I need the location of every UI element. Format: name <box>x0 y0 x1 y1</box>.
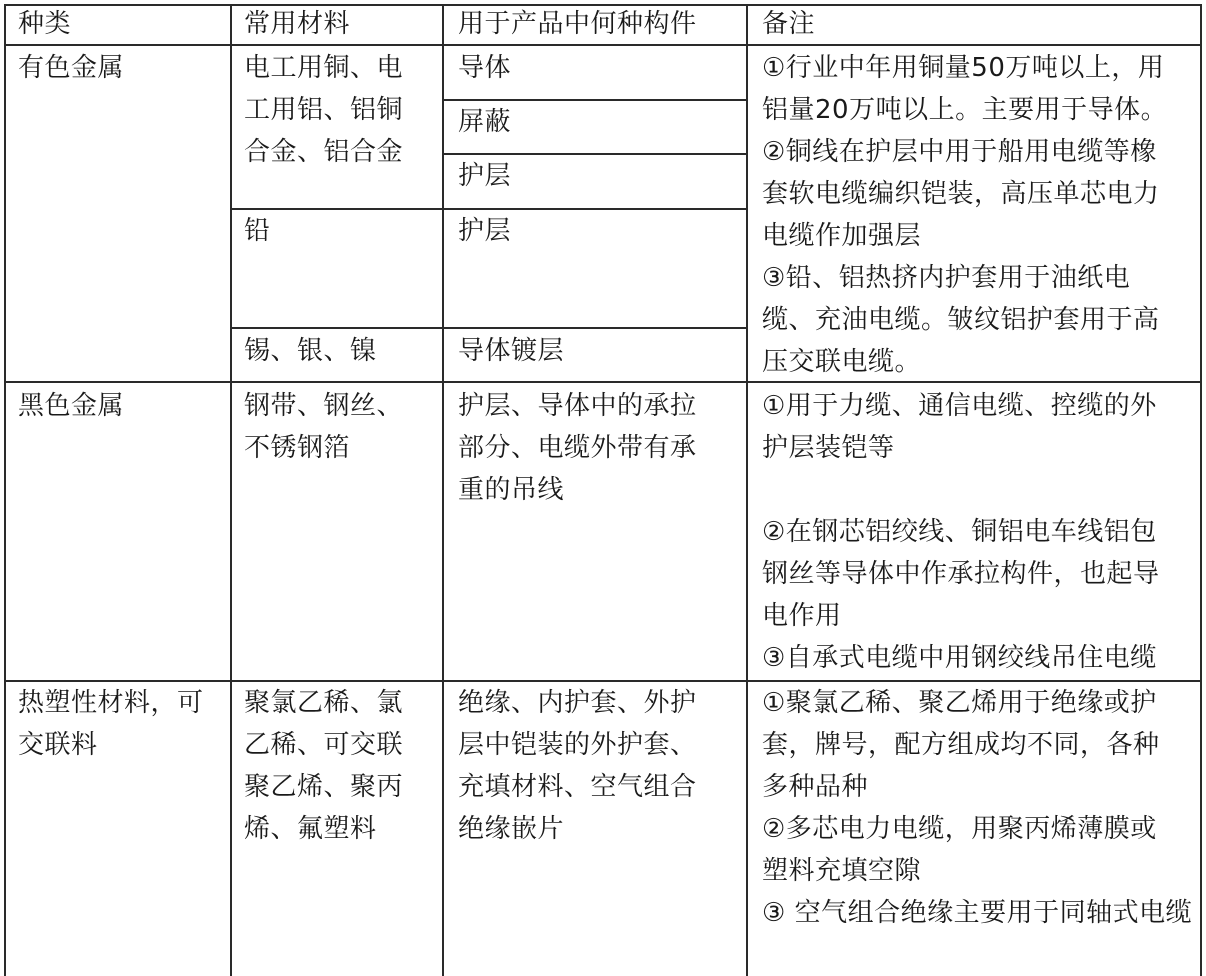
remark-line: ①用于力缆、通信电缆、控缆的外 <box>762 391 1157 421</box>
component-line: 部分、电缆外带有承 <box>458 433 697 463</box>
component-line: 绝缘嵌片 <box>458 814 565 844</box>
material-line: 合金、铝合金 <box>244 137 404 167</box>
material-line: 乙稀、可交联 <box>244 730 404 760</box>
component-line: 层中铠装的外护套、 <box>458 730 697 760</box>
column-divider <box>746 4 748 976</box>
category-nonferrous: 有色金属 <box>18 53 125 83</box>
remark-line: 电缆作加强层 <box>762 221 922 251</box>
remark-thermoplastic <box>762 682 1192 934</box>
column-divider <box>442 4 444 976</box>
category-thermoplastic <box>18 682 204 766</box>
material-plastics <box>244 682 403 850</box>
remark-line: 塑料充填空隙 <box>762 856 922 886</box>
material-line: 不锈钢箔 <box>244 433 351 463</box>
remark-line: ②铜线在护层中用于船用电缆等橡 <box>762 137 1157 167</box>
header-component: 用于产品中何种构件 <box>458 9 697 39</box>
component-sheath: 护层 <box>458 216 512 246</box>
remark-line: 电作用 <box>762 601 842 631</box>
component-conductor: 导体 <box>458 53 512 83</box>
category-line: 交联料 <box>18 730 98 760</box>
material-line: 烯、氟塑料 <box>244 814 377 844</box>
remark-line: ②多芯电力电缆，用聚丙烯薄膜或 <box>762 814 1157 844</box>
remark-line: ①行业中年用铜量50万吨以上，用 <box>762 53 1165 83</box>
header-remark: 备注 <box>762 9 816 39</box>
material-line: 聚氯乙稀、氯 <box>244 688 404 718</box>
header-material: 常用材料 <box>244 9 351 39</box>
material-line: 工用铝、铝铜 <box>244 95 404 125</box>
component-ferrous <box>458 385 697 511</box>
remark-line: 多种品种 <box>762 772 869 802</box>
row-divider <box>232 327 746 329</box>
header-category: 种类 <box>18 9 72 39</box>
remark-line: 护层装铠等 <box>762 433 895 463</box>
remark-line: ③自承式电缆中用钢绞线吊住电缆 <box>762 643 1157 673</box>
material-line: 钢带、钢丝、 <box>244 391 404 421</box>
remark-line: 缆、充油电缆。皱纹铝护套用于高 <box>762 305 1160 335</box>
category-line: 热塑性材料，可 <box>18 688 204 718</box>
material-tin-silver-nickel: 锡、银、镍 <box>244 336 377 366</box>
component-line: 充填材料、空气组合 <box>458 772 697 802</box>
component-line: 重的吊线 <box>458 475 565 505</box>
remark-line: ③ 空气组合绝缘主要用于同轴式电缆 <box>762 898 1193 928</box>
component-shield: 屏蔽 <box>458 107 512 137</box>
component-sheath: 护层 <box>458 161 512 191</box>
material-copper-aluminum <box>244 47 403 173</box>
remark-line: 铝量20万吨以上。主要用于导体。 <box>762 95 1168 125</box>
material-line: 电工用铜、电 <box>244 53 404 83</box>
column-divider <box>230 4 232 976</box>
remark-line: ③铅、铝热挤内护套用于油纸电 <box>762 263 1131 293</box>
material-steel <box>244 385 403 469</box>
remark-nonferrous <box>762 47 1167 383</box>
table-border-right <box>1200 4 1202 976</box>
component-plating: 导体镀层 <box>458 336 565 366</box>
category-ferrous: 黑色金属 <box>18 391 125 421</box>
remark-ferrous-a <box>762 385 1157 469</box>
remark-line: ②在钢芯铝绞线、铜铝电车线铝包 <box>762 517 1157 547</box>
material-lead: 铅 <box>244 216 271 246</box>
material-line: 聚乙烯、聚丙 <box>244 772 404 802</box>
remark-line: 套软电缆编织铠装，高压单芯电力 <box>762 179 1160 209</box>
table-border-left <box>4 4 6 976</box>
component-thermoplastic <box>458 682 697 850</box>
remark-ferrous-b <box>762 511 1160 679</box>
remark-line: 压交联电缆。 <box>762 347 922 377</box>
remark-line: 套，牌号，配方组成均不同，各种 <box>762 730 1160 760</box>
component-line: 绝缘、内护套、外护 <box>458 688 697 718</box>
remark-line: 钢丝等导体中作承拉构件，也起导 <box>762 559 1160 589</box>
remark-line: ①聚氯乙稀、聚乙烯用于绝缘或护 <box>762 688 1157 718</box>
component-line: 护层、导体中的承拉 <box>458 391 697 421</box>
